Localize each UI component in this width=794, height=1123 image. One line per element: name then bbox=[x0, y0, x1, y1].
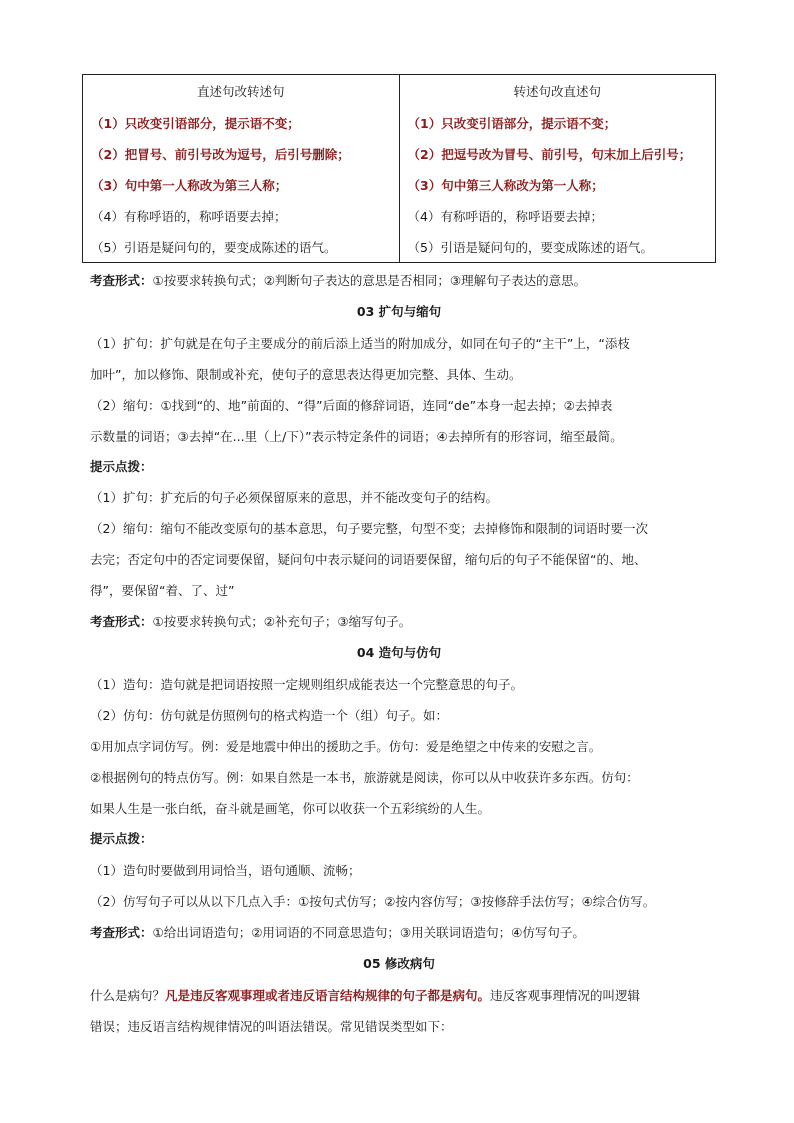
table-cell-right: （3）句中第三人称改为第一人称； bbox=[399, 169, 716, 200]
table-cell-right: （1）只改变引语部分，提示语不变； bbox=[399, 107, 716, 138]
paragraph: 得”，要保留“着、了、过” bbox=[90, 583, 235, 598]
question: 什么是病句？ bbox=[90, 988, 166, 1003]
table-header-left: 直述句改转述句 bbox=[83, 75, 400, 108]
exam-label: 考查形式： bbox=[90, 925, 153, 940]
paragraph: 错误；违反语言结构规律情况的叫语法错误。常见错误类型如下： bbox=[90, 1019, 453, 1034]
exam-text: ①按要求转换句式；②补充句子；③缩写句子。 bbox=[152, 614, 412, 629]
paragraph: 加叶”，加以修饰、限制或补充，使句子的意思表达得更加完整、具体、生动。 bbox=[90, 367, 522, 382]
section-title-03: 03 扩句与缩句 bbox=[356, 304, 442, 319]
section-title-05: 05 修改病句 bbox=[363, 956, 435, 971]
table-cell-right: （4）有称呼语的，称呼语要去掉； bbox=[399, 200, 716, 231]
hint-label: 提示点拨： bbox=[90, 831, 153, 846]
exam-form-3 bbox=[90, 923, 710, 943]
table-header-right: 转述句改直述句 bbox=[399, 75, 716, 108]
comparison-table bbox=[82, 74, 716, 263]
paragraph: （1）扩句：扩句就是在句子主要成分的前后添上适当的附加成分，如同在句子的“主干”上，“添枝 bbox=[90, 336, 630, 351]
paragraph: 示数量的词语；③去掉“在...里（上/下）”表示特定条件的词语；④去掉所有的形容词，缩至最简。 bbox=[90, 429, 623, 444]
paragraph-text: 违反客观事理情况的叫逻辑 bbox=[490, 988, 641, 1003]
table-row bbox=[83, 107, 716, 138]
hint-label: 提示点拨： bbox=[90, 459, 153, 474]
paragraph: 去完；否定句中的否定词要保留，疑问句中表示疑问的词语要保留，缩句后的句子不能保留“的、地、 bbox=[90, 552, 647, 567]
paragraph: （2）仿句：仿句就是仿照例句的格式构造一个（组）句子。如： bbox=[90, 708, 448, 723]
table-row bbox=[83, 231, 716, 263]
definition: 凡是违反客观事理或者违反语言结构规律的句子都是病句。 bbox=[165, 988, 491, 1003]
exam-text: ①给出词语造句；②用词语的不同意思造句；③用关联词语造句；④仿写句子。 bbox=[152, 925, 585, 940]
exam-label: 考查形式： bbox=[90, 614, 153, 629]
exam-form-2 bbox=[90, 612, 710, 632]
paragraph: （1）造句时要做到用词恰当，语句通顺、流畅； bbox=[90, 863, 361, 878]
table-cell-right: （2）把逗号改为冒号、前引号，句末加上后引号； bbox=[399, 138, 716, 169]
table-row bbox=[83, 169, 716, 200]
paragraph: （2）仿写句子可以从以下几点入手：①按句式仿写；②按内容仿写；③按修辞手法仿写；④综合仿写。 bbox=[90, 894, 656, 909]
paragraph bbox=[90, 986, 710, 1006]
table-cell-left: （5）引语是疑问句的，要变成陈述的语气。 bbox=[83, 231, 400, 263]
paragraph: （1）扩句：扩充后的句子必须保留原来的意思，并不能改变句子的结构。 bbox=[90, 490, 498, 505]
exam-label: 考查形式： bbox=[90, 273, 153, 288]
paragraph: （2）缩句：①找到“的、地”前面的、“得”后面的修辞词语，连同“de”本身一起去掉；②去掉表 bbox=[90, 398, 613, 413]
paragraph: 如果人生是一张白纸，奋斗就是画笔，你可以收获一个五彩缤纷的人生。 bbox=[90, 801, 491, 816]
table-cell-left: （1）只改变引语部分，提示语不变； bbox=[83, 107, 400, 138]
paragraph: （1）造句：造句就是把词语按照一定规则组织成能表达一个完整意思的句子。 bbox=[90, 677, 523, 692]
exam-text: ①按要求转换句式；②判断句子表达的意思是否相同；③理解句子表达的意思。 bbox=[152, 273, 587, 288]
table-cell-left: （3）句中第一人称改为第三人称； bbox=[83, 169, 400, 200]
table-row bbox=[83, 138, 716, 169]
table-row bbox=[83, 200, 716, 231]
table-cell-left: （2）把冒号、前引号改为逗号，后引号删除； bbox=[83, 138, 400, 169]
table-header-row bbox=[83, 75, 716, 108]
exam-form-1 bbox=[90, 271, 710, 291]
paragraph: ②根据例句的特点仿写。例：如果自然是一本书，旅游就是阅读，你可以从中收获许多东西。仿句： bbox=[90, 770, 639, 785]
section-title-04: 04 造句与仿句 bbox=[356, 645, 442, 660]
paragraph: ①用加点字词仿写。例：爱是地震中伸出的援助之手。仿句：爱是绝望之中传来的安慰之言。 bbox=[90, 739, 602, 754]
table-cell-left: （4）有称呼语的，称呼语要去掉； bbox=[83, 200, 400, 231]
paragraph: （2）缩句：缩句不能改变原句的基本意思，句子要完整，句型不变；去掉修饰和限制的词语时要一次 bbox=[90, 521, 648, 536]
table-cell-right: （5）引语是疑问句的，要变成陈述的语气。 bbox=[399, 231, 716, 263]
